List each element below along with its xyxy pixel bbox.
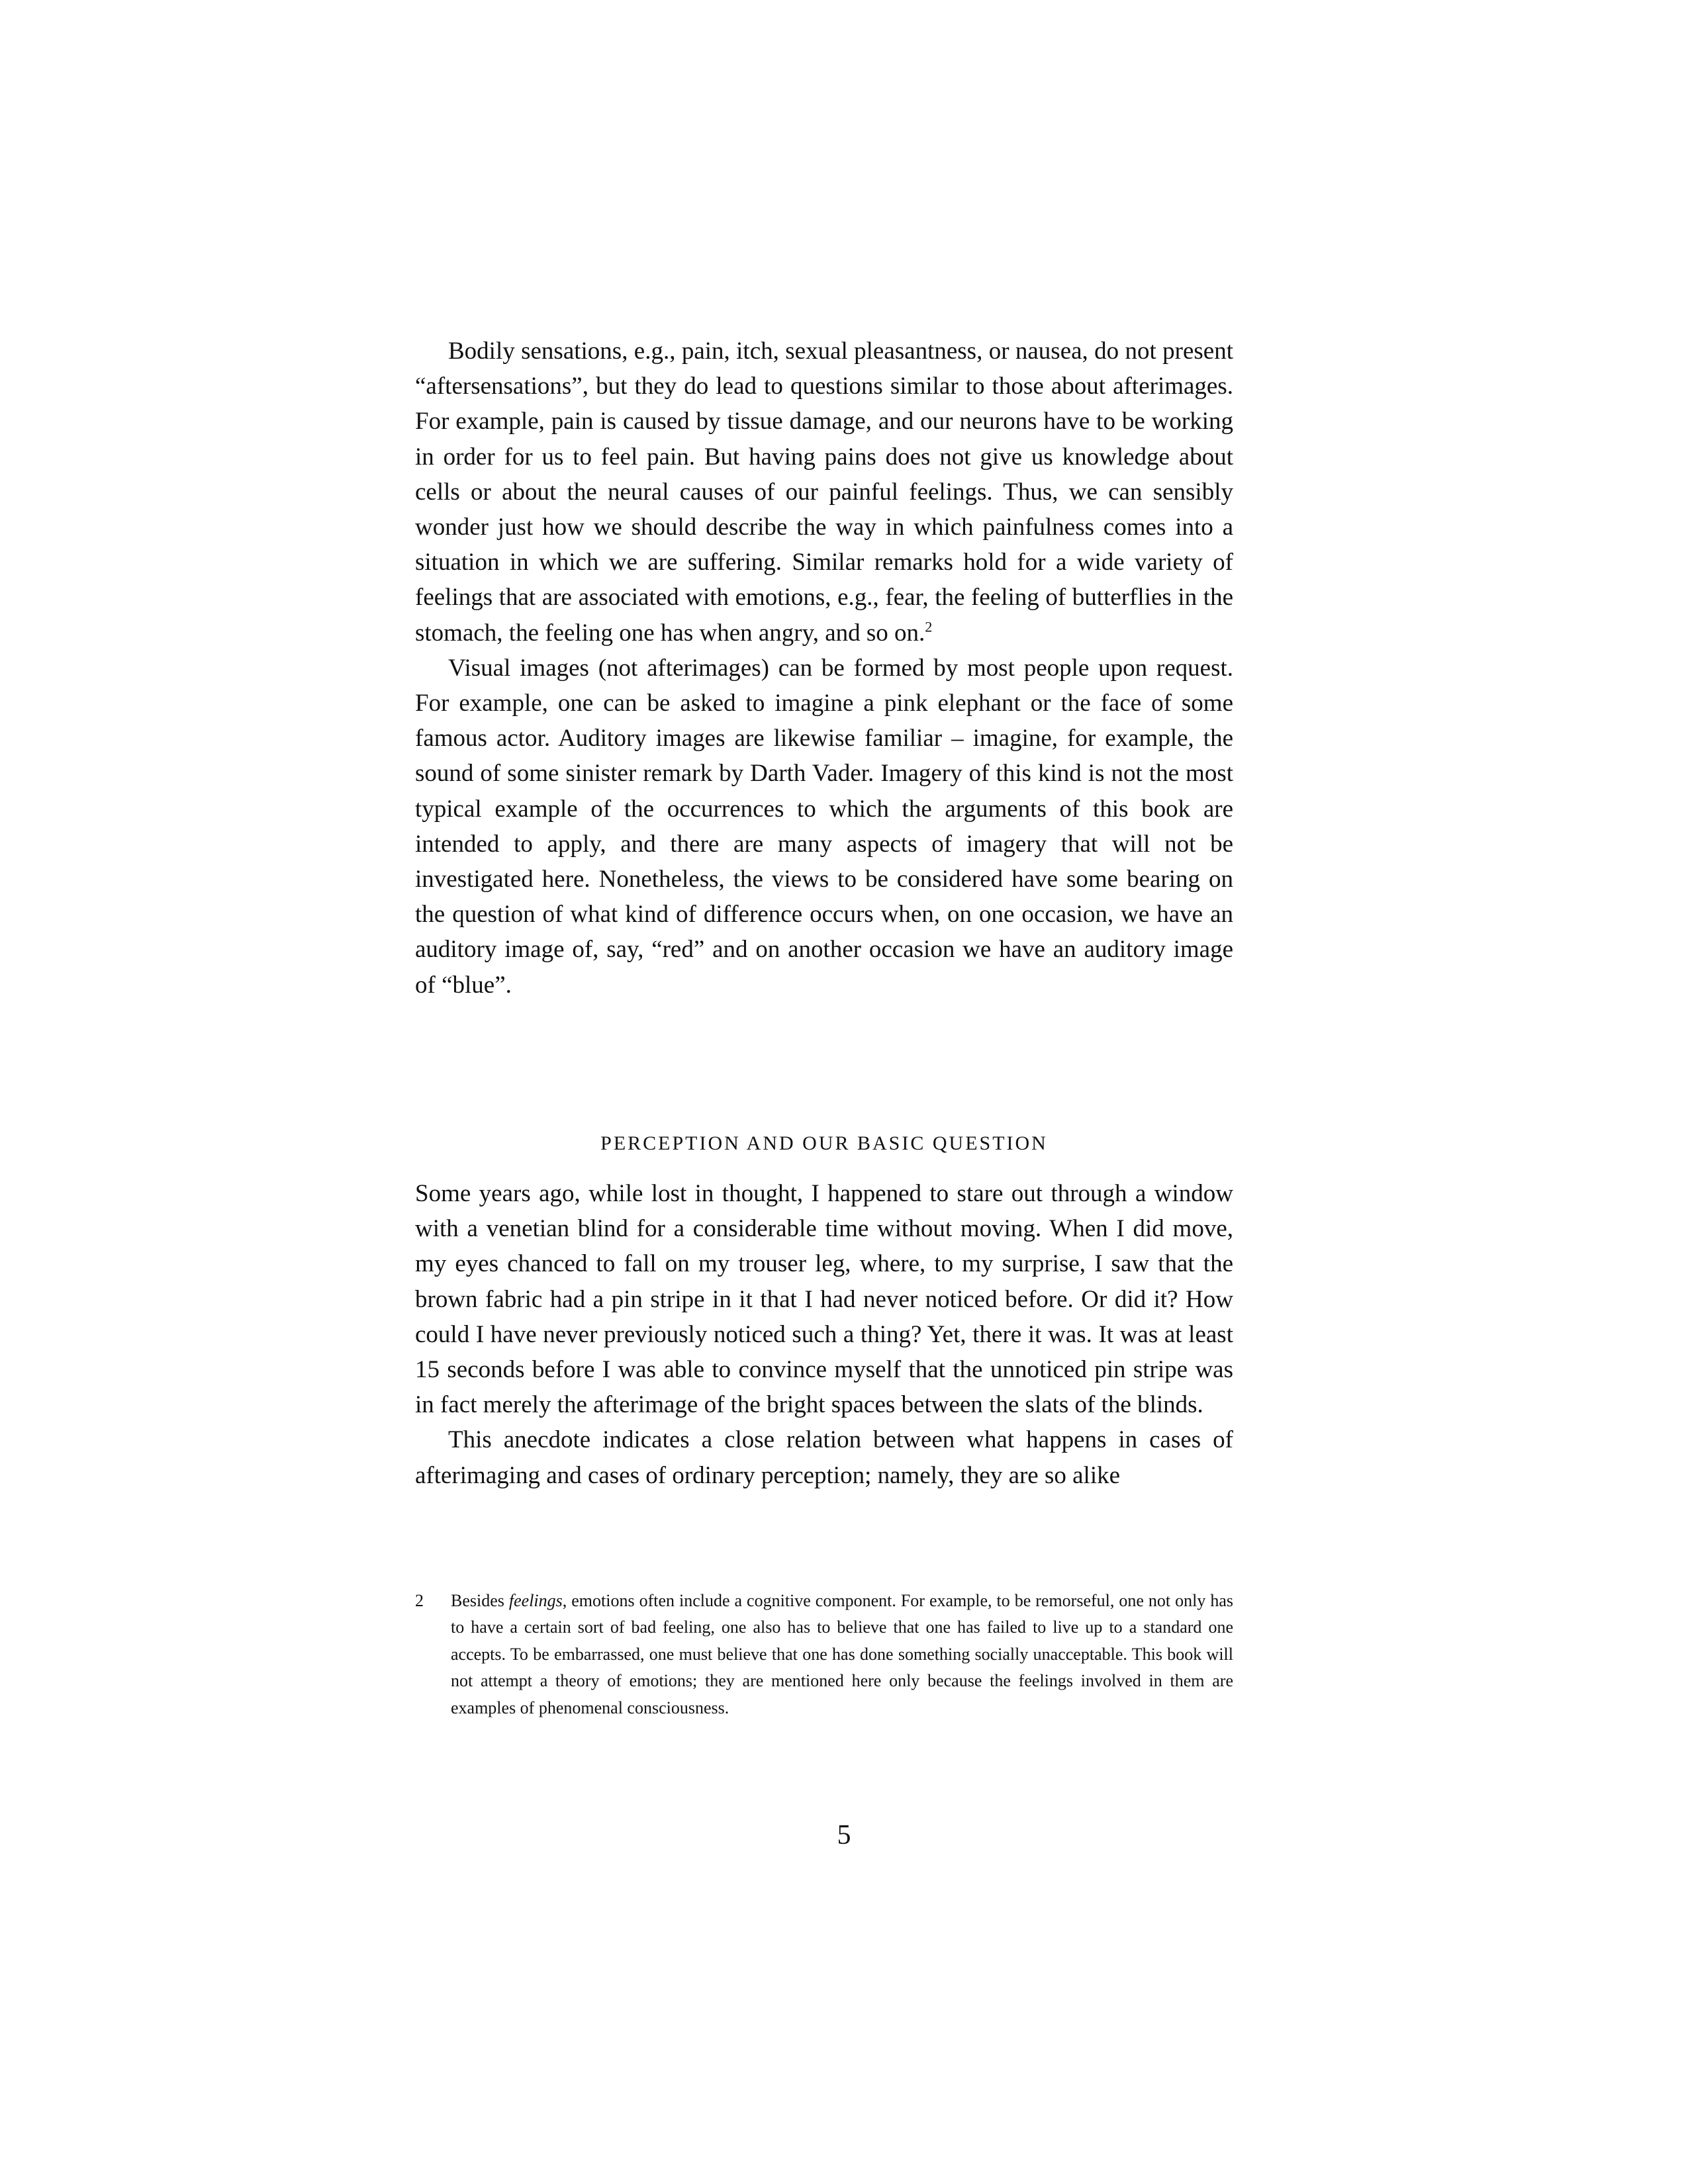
footnote <box>415 1588 1233 1721</box>
footnote-body <box>451 1588 1233 1721</box>
paragraph-text: Bodily sensations, e.g., pain, itch, sexual pleasantness, or nausea, do not present “aftersensations”, but they do lead to questions similar to those about afterimages. For example, pain is caused by tissue damage, and our neurons have to be working in order for us to feel pain. But having pains does not give us knowledge about cells or about the neural causes of our painful feelings. Thus, we can sensibly wonder just how we should describe the way in which painfulness comes into a situation in which we are suffering. Similar remarks hold for a wide variety of feelings that are associated with emotions, e.g., fear, the feeling of butterflies in the stomach, the feeling one has when angry, and so on. <box>415 338 1233 647</box>
footnote-text: , emotions often include a cognitive component. For example, to be remorseful, one not only has to have a certain sort of bad feeling, one also has to believe that one has failed to live up to a standard one accepts. To be embarrassed, one must believe that one has done something socially unacceptable. This book will not attempt a theory of emotions; they are mentioned here only because the feelings involved in them are examples of phenomenal consciousness. <box>451 1591 1234 1717</box>
section-heading: PERCEPTION AND OUR BASIC QUESTION <box>600 1132 1048 1154</box>
paragraph-bodily-sensations <box>415 334 1233 651</box>
footnote-number: 2 <box>415 1591 424 1610</box>
body-text-top <box>415 334 1233 1003</box>
paragraph-visual-images: Visual images (not afterimages) can be formed by most people upon request. For example, one can be asked to imagine a pink elephant or the face of some famous actor. Auditory images are likewise familiar – imagine, for example, the sound of some sinister remark by Darth Vader. Imagery of this kind is not the most typical example of the occurrences to which the arguments of this book are intended to apply, and there are many aspects of imagery that will not be investigated here. Nonetheless, the views to be considered have some bearing on the question of what kind of difference occurs when, on one occasion, we have an auditory image of, say, “red” and on another occasion we have an auditory image of “blue”. <box>415 654 1233 999</box>
footnote-emphasis: feelings <box>508 1591 563 1610</box>
footnote-lead: Besides <box>451 1591 509 1610</box>
paragraph-anecdote-relation: This anecdote indicates a close relation between what happens in cases of afterimaging and cases of ordinary perception; namely, they are so alike <box>415 1426 1233 1489</box>
footnote-reference: 2 <box>925 618 933 635</box>
page-number: 5 <box>837 1820 851 1850</box>
paragraph-anecdote: Some years ago, while lost in thought, I happened to stare out through a window with a venetian blind for a considerable time without moving. When I did move, my eyes chanced to fall on my trouser leg, where, to my surprise, I saw that the brown fabric had a pin stripe in it that I had never noticed before. Or did it? How could I have never previously noticed such a thing? Yet, there it was. It was at least 15 seconds before I was able to convince myself that the unnoticed pin stripe was in fact merely the afterimage of the bright spaces between the slats of the blinds. <box>415 1180 1233 1419</box>
body-text-section <box>415 1176 1233 1493</box>
